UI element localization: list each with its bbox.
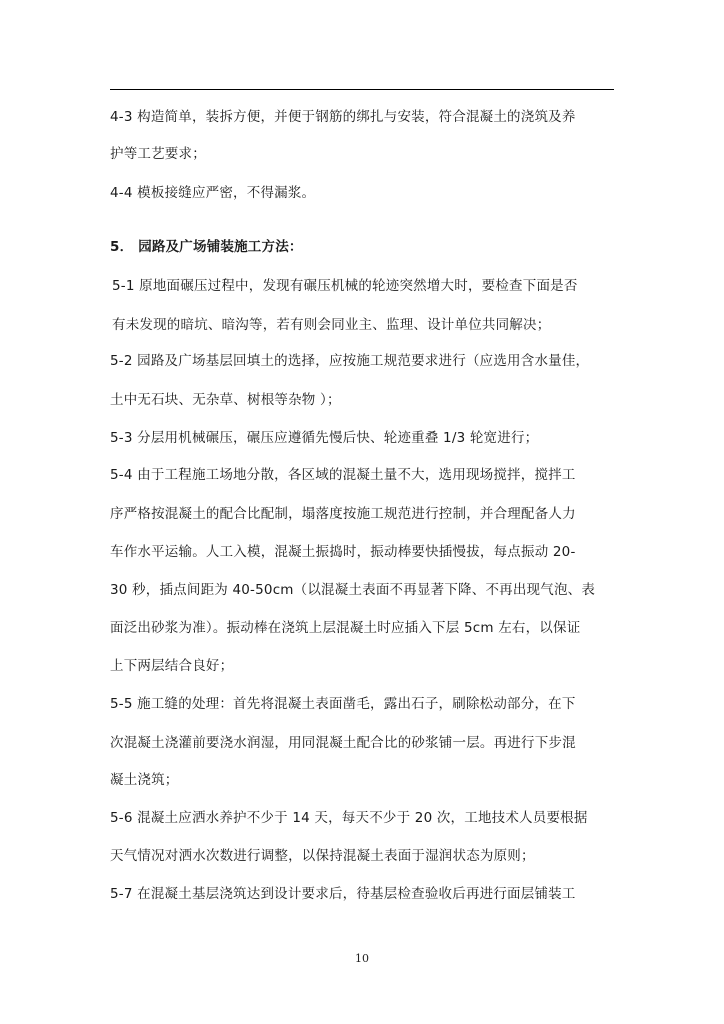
body-line: 凝土浇筑； bbox=[110, 772, 179, 788]
body-line: 30 秒，插点间距为 40-50cm（以混凝土表面不再显著下降、不再出现气泡、表 bbox=[110, 582, 596, 598]
body-line: 5-5 施工缝的处理：首先将混凝土表面凿毛，露出石子，刷除松动部分，在下 bbox=[110, 696, 576, 712]
page-number: 10 bbox=[355, 952, 369, 965]
header-rule bbox=[110, 89, 614, 90]
body-line: 护等工艺要求； bbox=[110, 146, 206, 162]
body-line: 4-4 模板接缝应严密，不得漏浆。 bbox=[110, 185, 316, 201]
body-line: 5-3 分层用机械碾压，碾压应遵循先慢后快、轮迹重叠 1/3 轮宽进行； bbox=[110, 430, 539, 446]
body-line: 上下两层结合良好； bbox=[110, 658, 234, 674]
body-line: 有未发现的暗坑、暗沟等，若有则会同业主、监理、设计单位共同解决； bbox=[112, 317, 551, 333]
body-line: 序严格按混凝土的配合比配制，塌落度按施工规范进行控制，并合理配备人力 bbox=[110, 506, 576, 522]
body-line: 车作水平运输。人工入模，混凝土振捣时，振动棒要快插慢拔，每点振动 20- bbox=[110, 544, 576, 560]
body-line: 5-7 在混凝土基层浇筑达到设计要求后，待基层检查验收后再进行面层铺装工 bbox=[110, 886, 576, 902]
body-line: 面泛出砂浆为准）。振动棒在浇筑上层混凝土时应插入下层 5cm 左右，以保证 bbox=[110, 620, 581, 636]
section-heading: 5． 园路及广场铺装施工方法： bbox=[110, 239, 303, 255]
body-line: 土中无石块、无杂草、树根等杂物 ）； bbox=[110, 392, 341, 408]
body-line: 次混凝土浇灌前要浇水润湿，用同混凝土配合比的砂浆铺一层。再进行下步混 bbox=[110, 735, 576, 751]
body-line: 5-1 原地面碾压过程中，发现有碾压机械的轮迹突然增大时，要检查下面是否 bbox=[112, 278, 578, 294]
body-line: 4-3 构造简单，装拆方便，并便于钢筋的绑扎与安装，符合混凝土的浇筑及养 bbox=[110, 109, 576, 125]
body-line: 5-6 混凝土应洒水养护不少于 14 天，每天不少于 20 次，工地技术人员要根据 bbox=[110, 810, 588, 826]
body-line: 5-2 园路及广场基层回填土的选择，应按施工规范要求进行（应选用含水量佳， bbox=[110, 353, 590, 369]
body-line: 天气情况对洒水次数进行调整，以保持混凝土表面于湿润状态为原则； bbox=[110, 848, 535, 864]
body-line: 5-4 由于工程施工场地分散，各区域的混凝土量不大，选用现场搅拌，搅拌工 bbox=[110, 467, 576, 483]
